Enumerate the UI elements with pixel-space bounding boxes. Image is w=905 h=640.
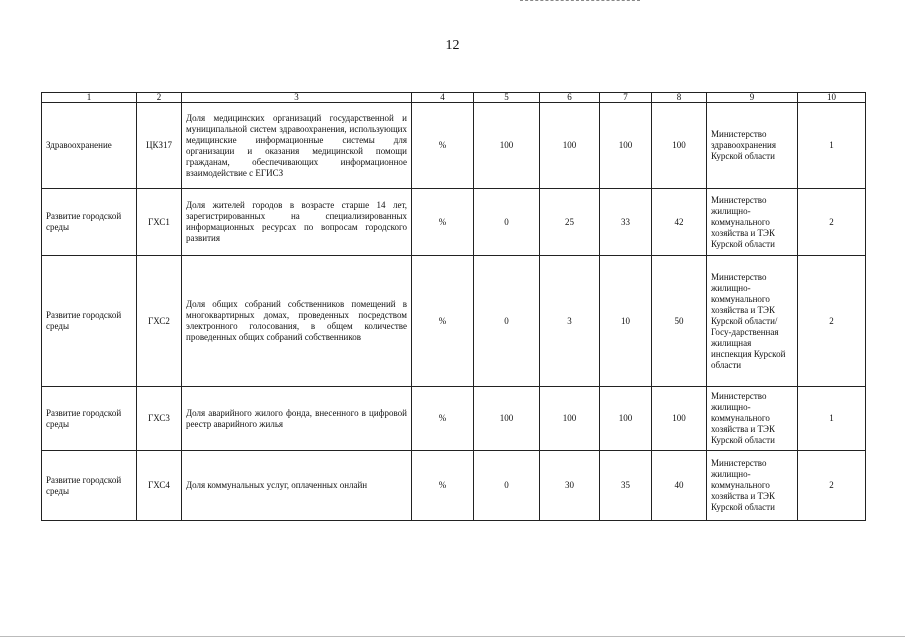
column-header: 8: [652, 93, 707, 103]
value-cell: 35: [600, 451, 652, 521]
responsible-cell: Министерство жилищно-коммунального хозяйства и ТЭК Курской области: [707, 387, 798, 451]
indicator-cell: Доля медицинских организаций государственной и муниципальной систем здравоохранения, использующих медицинские информационные системы для организации и оказания медицинской помощи гражданам, обеспечивающих информационное взаимодействие с ЕГИСЗ: [182, 103, 412, 189]
code-cell: ГХС2: [137, 256, 182, 387]
page-number: 12: [445, 38, 460, 53]
value-cell: 33: [600, 189, 652, 256]
value-cell: 40: [652, 451, 707, 521]
priority-cell: 2: [798, 451, 866, 521]
indicator-cell: Доля общих собраний собственников помещений в многоквартирных домах, проведенных посредством электронного голосования, в общем количестве проведенных общих собраний собственников: [182, 256, 412, 387]
scan-bottom-edge: [0, 636, 905, 637]
responsible-cell: Министерство жилищно-коммунального хозяйства и ТЭК Курской области/Госу-дарственная жилищная инспекция Курской области: [707, 256, 798, 387]
sphere-cell: Развитие городской среды: [42, 189, 137, 256]
responsible-cell: Министерство жилищно-коммунального хозяйства и ТЭК Курской области: [707, 189, 798, 256]
value-cell: 50: [652, 256, 707, 387]
value-cell: 100: [474, 387, 540, 451]
responsible-cell: Министерство жилищно-коммунального хозяйства и ТЭК Курской области: [707, 451, 798, 521]
unit-cell: %: [412, 189, 474, 256]
column-header: 3: [182, 93, 412, 103]
value-cell: 100: [474, 103, 540, 189]
value-cell: 100: [540, 387, 600, 451]
priority-cell: 1: [798, 103, 866, 189]
unit-cell: %: [412, 256, 474, 387]
unit-cell: %: [412, 103, 474, 189]
sphere-cell: Здравоохранение: [42, 103, 137, 189]
indicator-cell: Доля коммунальных услуг, оплаченных онлайн: [182, 451, 412, 521]
table-row: [42, 103, 866, 189]
table-row: [42, 189, 866, 256]
value-cell: 30: [540, 451, 600, 521]
indicator-cell: Доля аварийного жилого фонда, внесенного в цифровой реестр аварийного жилья: [182, 387, 412, 451]
unit-cell: %: [412, 451, 474, 521]
column-header: 2: [137, 93, 182, 103]
code-cell: ГХС1: [137, 189, 182, 256]
column-header: 4: [412, 93, 474, 103]
indicators-table: [41, 92, 866, 521]
code-cell: ЦКЗ17: [137, 103, 182, 189]
value-cell: 100: [600, 387, 652, 451]
column-header: 1: [42, 93, 137, 103]
column-header: 5: [474, 93, 540, 103]
column-header: 7: [600, 93, 652, 103]
table-row: [42, 387, 866, 451]
column-header: 6: [540, 93, 600, 103]
value-cell: 25: [540, 189, 600, 256]
indicator-cell: Доля жителей городов в возрасте старше 14 лет, зарегистрированных на специализированных информационных ресурсах по вопросам городского развития: [182, 189, 412, 256]
responsible-cell: Министерство здравоохранения Курской области: [707, 103, 798, 189]
priority-cell: 2: [798, 256, 866, 387]
value-cell: 10: [600, 256, 652, 387]
priority-cell: 2: [798, 189, 866, 256]
code-cell: ГХС4: [137, 451, 182, 521]
code-cell: ГХС3: [137, 387, 182, 451]
value-cell: 100: [540, 103, 600, 189]
value-cell: 100: [652, 387, 707, 451]
value-cell: 0: [474, 256, 540, 387]
value-cell: 100: [600, 103, 652, 189]
value-cell: 3: [540, 256, 600, 387]
scan-top-marks: [520, 0, 640, 3]
value-cell: 100: [652, 103, 707, 189]
table-row: [42, 256, 866, 387]
sphere-cell: Развитие городской среды: [42, 256, 137, 387]
sphere-cell: Развитие городской среды: [42, 387, 137, 451]
value-cell: 42: [652, 189, 707, 256]
table-row: [42, 451, 866, 521]
column-header: 10: [798, 93, 866, 103]
table-header-row: [42, 93, 866, 103]
priority-cell: 1: [798, 387, 866, 451]
value-cell: 0: [474, 189, 540, 256]
sphere-cell: Развитие городской среды: [42, 451, 137, 521]
value-cell: 0: [474, 451, 540, 521]
unit-cell: %: [412, 387, 474, 451]
column-header: 9: [707, 93, 798, 103]
